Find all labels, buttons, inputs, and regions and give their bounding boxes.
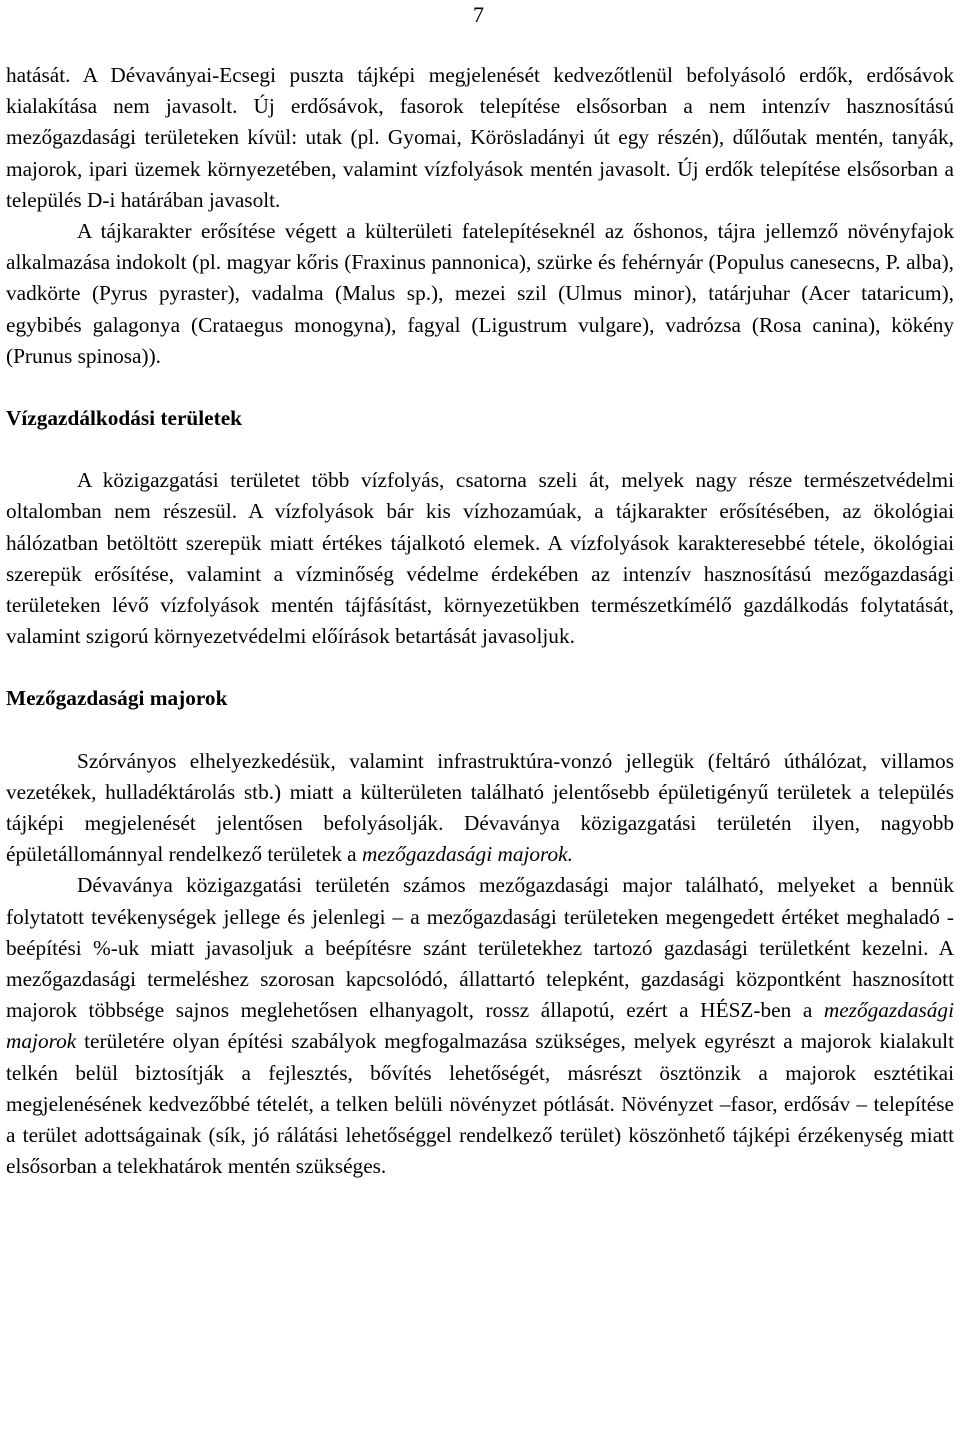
page-number: 7 <box>473 2 484 27</box>
paragraph-farms-intro-emphasis: mezőgazdasági majorok. <box>361 842 573 867</box>
paragraph-farms-intro-text: Szórványos elhelyezkedésük, valamint infrastruktúra-vonzó jellegük (feltáró úthálózat, villamos vezetékek, hulladéktárolás stb.) miatt a külterületen található jelentősebb épületigényű területek a település tájképi megjelenését jelentősen befolyásolják. Dévaványa közigazgatási területén ilyen, nagyobb épületállománnyal rendelkező területek a <box>6 748 954 867</box>
paragraph-native-species: A tájkarakter erősítése végett a külterületi fatelepítéseknél az őshonos, tájra jellemző növényfajok alkalmazása indokolt (pl. magyar kőris (Fraxinus pannonica), szürke és fehérnyár (Populus canesecns, P. alba), vadkörte (Pyrus pyraster), vadalma (Malus sp.), mezei szil (Ulmus minor), tatárjuhar (Acer tataricum), egybibés galagonya (Crataegus monogyna), fagyal (Ligustrum vulgare), vadrózsa (Rosa canina), kökény (Prunus spinosa)). <box>6 219 954 368</box>
paragraph-farms-intro <box>6 746 954 871</box>
paragraph-water-management: A közigazgatási területet több vízfolyás, csatorna szeli át, melyek nagy része természetvédelmi oltalomban nem részesül. A vízfolyások bár kis vízhozamúak, a tájkarakter erősítésében, az ökológiai hálózatban betöltött szerepük miatt értékes tájalkotó elemek. A vízfolyások karakteresebbé tétele, ökológiai szerepük erősítése, valamint a vízminőség védelme érdekében az intenzív hasznosítású mezőgazdasági területeken lévő vízfolyások mentén tájfásítást, környezetükben természetkímélő gazdálkodás folytatását, valamint szigorú környezetvédelmi előírások betartását javasoljuk. <box>6 468 954 649</box>
heading-water-management: Vízgazdálkodási területek <box>6 406 243 431</box>
paragraph-forest-planting: hatását. A Dévaványai-Ecsegi puszta tájképi megjelenését kedvezőtlenül befolyásoló erdők, erdősávok kialakítása nem javasolt. Új erdősávok, fasorok telepítése elsősorban a nem intenzív hasznosítású mezőgazdasági területeken kívül: utak (pl. Gyomai, Körösladányi út egy részén), dűlőutak mentén, tanyák, majorok, ipari üzemek környezetében, valamint vízfolyások mentén javasolt. Új erdők telepítése elsősorban a település D-i határában javasolt. <box>6 63 954 212</box>
document-body <box>6 60 954 1183</box>
heading-agricultural-farms: Mezőgazdasági majorok <box>6 686 228 711</box>
paragraph-farms-regulation <box>6 870 954 1182</box>
paragraph-farms-regulation-text-a: Dévaványa közigazgatási területén számos mezőgazdasági major található, melyeket a bennük folytatott tevékenységek jellege és jelenlegi – a mezőgazdasági területeken megengedett értéket meghaladó - beépítési %-uk miatt javasoljuk a beépítésre szánt területekhez tartozó gazdasági területként kezelni. A mezőgazdasági termeléshez szorosan kapcsolódó, állattartó telepként, gazdasági központként hasznosított majorok többsége sajnos meglehetősen elhanyagolt, rossz állapotú, ezért a HÉSZ-ben a <box>6 873 954 1023</box>
paragraph-farms-regulation-text-b: területére olyan építési szabályok megfogalmazása szükséges, melyek egyrészt a majorok kialakult telkén belül biztosítják a fejlesztés, bővítés lehetőségét, másrészt ösztönzik a majorok esztétikai megjelenésének kedvezőbbé tételét, a telken belüli növényzet pótlását. Növényzet –fasor, erdősáv – telepítése a terület adottságainak (sík, jó rálátási lehetőséggel rendelkező terület) köszönhető tájképi érzékenység miatt elsősorban a telekhatárok mentén szükséges. <box>6 1029 954 1179</box>
paragraph-farms-regulation-emphasis: mezőgazdasági majorok <box>6 998 954 1054</box>
